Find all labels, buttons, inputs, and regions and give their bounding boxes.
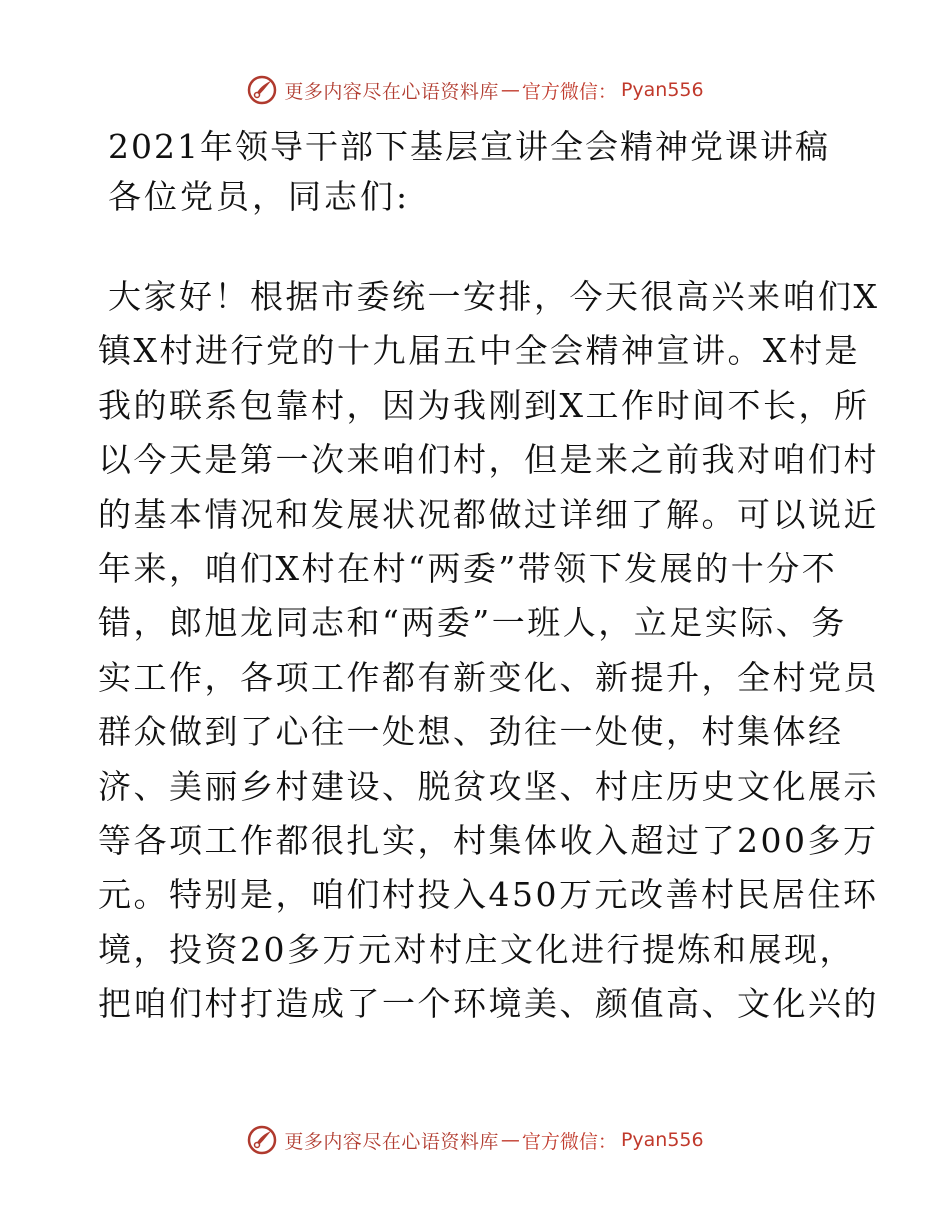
red-quill-logo-icon [246, 1124, 278, 1156]
body-line: 等各项工作都很扎实，村集体收入超过了200多万 [98, 820, 879, 860]
document-greeting: 各位党员，同志们: [108, 177, 411, 216]
watermark-wechat-id: Pyan556 [620, 79, 704, 101]
watermark-separator: — [500, 79, 520, 101]
document-body [98, 270, 880, 1031]
body-line: 境，投资20多万元对村庄文化进行提炼和展现， [98, 929, 855, 969]
body-line: 元。特别是，咱们村投入450万元改善村民居住环 [98, 875, 879, 915]
body-line: 的基本情况和发展状况都做过详细了解。可以说近 [98, 494, 879, 534]
watermark-wechat-id: Pyan556 [620, 1129, 704, 1151]
watermark-label: 官方微信： [521, 80, 617, 103]
body-line: 把咱们村打造成了一个环境美、颜值高、文化兴的 [98, 984, 879, 1024]
red-quill-logo-icon [246, 74, 278, 106]
footer-watermark [0, 1120, 950, 1160]
body-line: 群众做到了心往一处想、劲往一处使，村集体经 [98, 712, 844, 752]
body-line: 实工作，各项工作都有新变化、新提升，全村党员 [98, 657, 879, 697]
body-line: 镇X村进行党的十九届五中全会精神宣讲。X村是 [98, 331, 860, 371]
watermark-separator: — [500, 1129, 520, 1151]
body-line: 我的联系包靠村，因为我刚到X工作时间不长，所 [98, 385, 870, 425]
body-line: 济、美丽乡村建设、脱贫攻坚、村庄历史文化展示 [98, 766, 879, 806]
watermark-label: 官方微信： [521, 1130, 617, 1153]
body-line: 年来，咱们X村在村“两委”带领下发展的十分不 [98, 548, 838, 588]
header-watermark [0, 70, 950, 110]
body-line: 错，郎旭龙同志和“两委”一班人，立足实际、务 [98, 603, 847, 643]
body-line: 以今天是第一次来咱们村，但是来之前我对咱们村 [98, 440, 879, 480]
watermark-text: 更多内容尽在心语资料库 [284, 80, 499, 103]
body-line: 大家好！根据市委统一安排，今天很高兴来咱们X [108, 277, 880, 316]
document-title: 2021年领导干部下基层宣讲全会精神党课讲稿 [108, 127, 830, 166]
watermark-text: 更多内容尽在心语资料库 [284, 1130, 499, 1153]
